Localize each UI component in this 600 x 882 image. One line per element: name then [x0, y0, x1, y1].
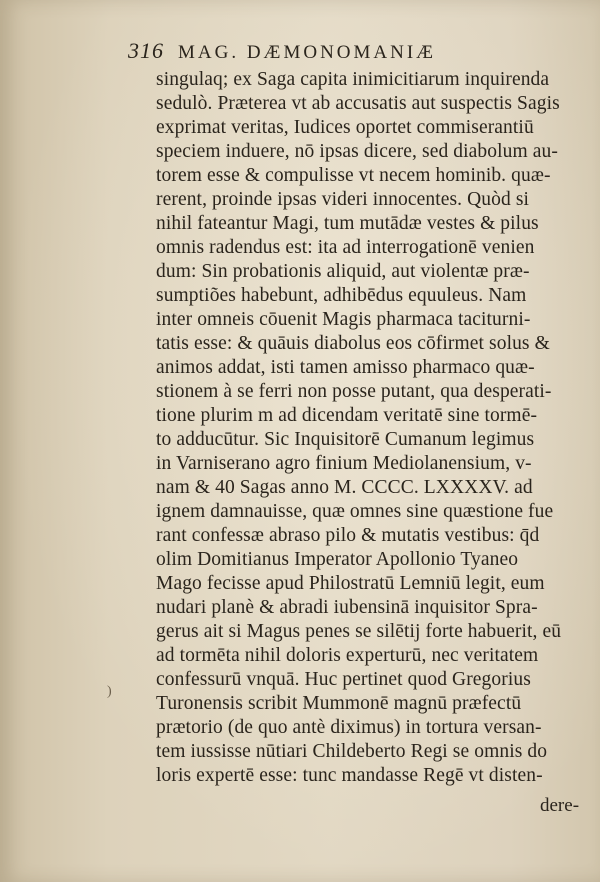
text-line: ad tormēta nihil doloris experturū, nec veritatem	[156, 645, 539, 666]
text-line: rerent, proinde ipsas videri innocentes. Quòd si	[156, 189, 530, 210]
text-line: loris expertē esse: tunc mandasse Regē vt disten-	[156, 765, 543, 786]
text-line: animos addat, isti tamen amisso pharmaco quæ-	[156, 357, 535, 378]
page-header	[128, 38, 436, 64]
text-line: sedulò. Præterea vt ab accusatis aut suspectis Sagis	[156, 93, 560, 114]
text-line: nudari planè & abradi iubensinā inquisitor Spra-	[156, 597, 538, 618]
text-line: Mago fecisse apud Philostratū Lemniū legit, eum	[156, 573, 545, 594]
catchword: dere-	[540, 795, 580, 816]
text-line: omnis radendus est: ita ad interrogationē venien	[156, 237, 535, 258]
body-text	[156, 68, 581, 788]
text-line: torem esse & compulisse vt necem hominib. quæ-	[156, 165, 551, 186]
text-line: ignem damnauisse, quæ omnes sine quæstione fue	[156, 501, 554, 522]
text-line: in Varniserano agro finium Mediolanensium, v-	[156, 453, 532, 474]
text-line: inter omneis cōuenit Magis pharmaca taciturni-	[156, 309, 531, 330]
text-line: tem iussisse nūtiari Childeberto Regi se omnis do	[156, 741, 548, 762]
text-line: prætorio (de quo antè diximus) in tortura versan-	[156, 717, 542, 738]
running-title: MAG. DÆMONOMANIÆ	[178, 42, 437, 63]
page-number: 316	[128, 38, 164, 63]
text-line: tione plurim m ad dicendam veritatē sine tormē-	[156, 405, 538, 426]
text-line: exprimat veritas, Iudices oportet commiserantiū	[156, 117, 534, 138]
text-line: dum: Sin probationis aliquid, aut violentæ præ-	[156, 261, 530, 282]
margin-mark: )	[107, 684, 112, 699]
text-line: tatis esse: & quāuis diabolus eos cōfirmet solus &	[156, 333, 550, 354]
text-line: confessurū vnquā. Huc pertinet quod Gregorius	[156, 669, 531, 690]
text-line: Turonensis scribit Mummonē magnū præfectū	[156, 693, 522, 714]
text-line: speciem induere, nō ipsas dicere, sed diabolum au-	[156, 141, 558, 162]
text-line: olim Domitianus Imperator Apollonio Tyaneo	[156, 549, 519, 570]
text-line: singulaq; ex Saga capita inimicitiarum inquirenda	[156, 69, 550, 90]
text-line: nam & 40 Sagas anno M. CCCC. LXXXXV. ad	[156, 477, 533, 498]
text-line: nihil fateantur Magi, tum mutādæ vestes & pilus	[156, 213, 539, 234]
text-line: rant confessæ abraso pilo & mutatis vestibus: q̄d	[156, 525, 540, 546]
text-line: gerus ait si Magus penes se silētij forte habuerit, eū	[156, 621, 562, 642]
text-line: to adducūtur. Sic Inquisitorē Cumanum legimus	[156, 429, 535, 450]
text-line: stionem à se ferri non posse putant, qua desperati-	[156, 381, 552, 402]
text-line: sumptiões habebunt, adhibēdus equuleus. Nam	[156, 285, 527, 306]
